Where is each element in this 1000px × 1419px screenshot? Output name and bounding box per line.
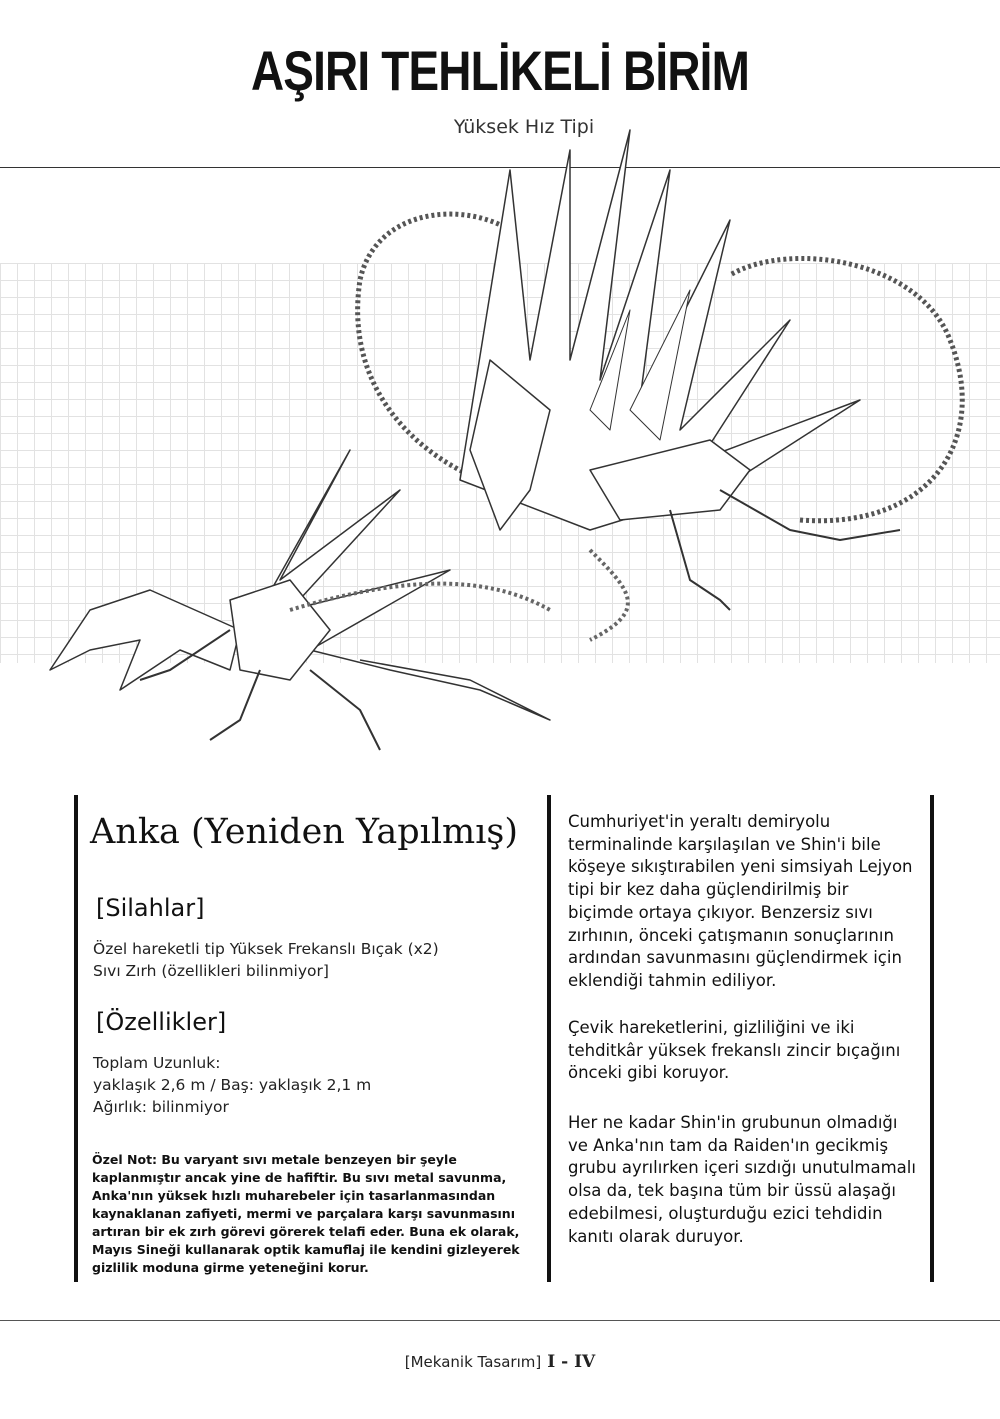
spec-item: yaklaşık 2,6 m / Baş: yaklaşık 2,1 m <box>93 1076 372 1094</box>
spec-item: Toplam Uzunluk: <box>93 1054 221 1072</box>
weapon-item: Sıvı Zırh (özellikleri bilinmiyor] <box>93 962 329 980</box>
footer <box>0 1352 1000 1372</box>
spec-item: Ağırlık: bilinmiyor <box>93 1098 229 1116</box>
weapons-heading: [Silahlar] <box>96 894 205 922</box>
description-paragraph: Cumhuriyet'in yeraltı demiryolu terminalinde karşılaşılan ve Shin'i bile köşeye sıkıştırabilen yeni simsiyah Lejyon tipi bir kez daha güçlendirilmiş bir biçimde ortaya çıkıyor. Benzersiz sıvı zırhının, önceki çatışmanın sonuçlarının ardından savunmasını güçlendirmek için eklendiği tahmin ediliyor. <box>568 812 913 990</box>
left-column-bar <box>74 795 78 1282</box>
specs-heading: [Özellikler] <box>96 1008 227 1036</box>
description-paragraph: Her ne kadar Shin'in grubunun olmadığı ve Anka'nın tam da Raiden'ın gecikmiş grubu ayrılırken içeri sızdığı unutulmamalı olsa da, tek başına tüm bir üssü alaşağı edebilmesi, oluşturduğu ezici tehdidin kanıtı olarak duruyor. <box>568 1113 916 1246</box>
footer-volume: I - IV <box>547 1352 596 1372</box>
special-note: Özel Not: Bu varyant sıvı metale benzeyen bir şeyle kaplanmıştır ancak yine de hafiftir. Bu sıvı metal savunma, Anka'nın yüksek hızlı muharebeler için tasarlanmasından kaynaklanan zafiyeti, mermi ve parçalara karşı savunmasını artıran bir ek zırh görevi görerek telafi eder. Buna ek olarak, Mayıs Sineği kullanarak optik kamuflaj ile kendini gizleyerek gizlilik moduna girme yeteneğini korur. <box>92 1152 520 1275</box>
unit-name: Anka (Yeniden Yapılmış) <box>90 812 519 852</box>
specs-list <box>93 1052 371 1118</box>
weapons-list <box>93 938 439 982</box>
right-column-bar <box>930 795 934 1282</box>
page-subtitle: Yüksek Hız Tipi <box>453 116 595 138</box>
footer-divider <box>0 1320 1000 1321</box>
footer-label: [Mekanik Tasarım] <box>404 1353 542 1371</box>
page-title: AŞIRI TEHLİKELİ BİRİM <box>250 39 750 102</box>
weapon-item: Özel hareketli tip Yüksek Frekanslı Bıçak (x2) <box>93 940 439 958</box>
middle-column-bar <box>547 795 551 1282</box>
description-paragraph: Çevik hareketlerini, gizliliğini ve iki tehditkâr yüksek frekanslı zincir bıçağını önceki gibi koruyor. <box>568 1018 901 1083</box>
unit-illustration <box>30 110 980 770</box>
